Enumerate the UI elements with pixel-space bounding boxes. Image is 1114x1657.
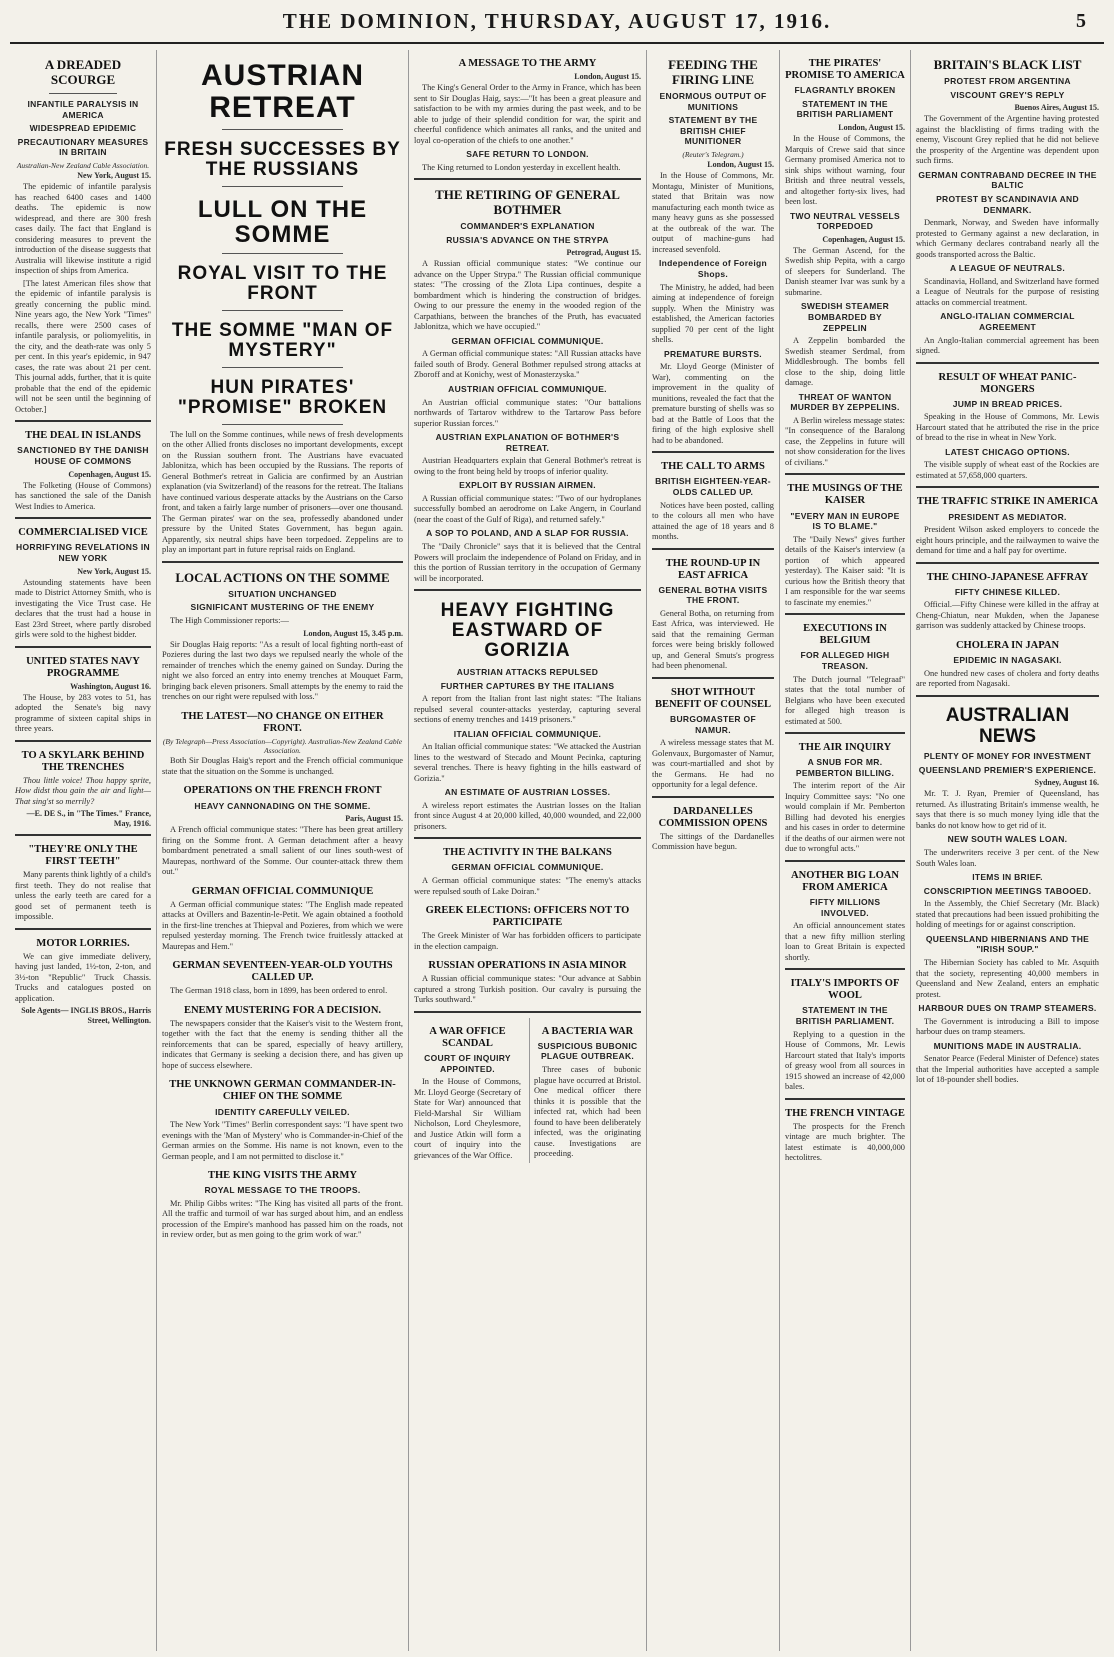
divider — [785, 473, 905, 475]
headline: SHOT WITHOUT BENEFIT OF COUNSEL — [654, 686, 772, 710]
article-body: The Hibernian Society has cabled to Mr. Asquith that the society, representing 40,000 members in Queensland and New Zealand, enters an emphatic protest. — [916, 958, 1099, 999]
subheadline: AUSTRIAN ATTACKS REPULSED — [456, 666, 599, 677]
subheadline: TWO NEUTRAL VESSELS TORPEDOED — [790, 210, 900, 232]
headline: A MESSAGE TO THE ARMY — [458, 58, 597, 69]
subheadline: ITEMS IN BRIEF. — [972, 872, 1043, 883]
subheadline: FURTHER CAPTURES BY THE ITALIANS — [440, 680, 615, 691]
main-headline: AUSTRIAN RETREAT — [201, 59, 364, 124]
divider — [652, 548, 774, 550]
headline: ENEMY MUSTERING FOR A DECISION. — [183, 1004, 382, 1016]
article-body: In the House of Commons, the Marquis of Crewe said that since Germany promised America not to sink ships without warning, four British and three neutral vessels, and altogether forty-six lives, had been lost. — [785, 134, 905, 206]
article-body: The prospects for the French vintage are much brighter. The latest estimate is 40,000,000 hectolitres. — [785, 1121, 905, 1163]
article-body: The sittings of the Dardanelles Commission have begun. — [652, 831, 774, 852]
article-body: A report from the Italian front last night states: "The Italians repulsed several counter-attacks yesterday, capturing several sections of enemy trenches and 1419 prisoners." — [414, 694, 641, 725]
divider — [414, 1011, 641, 1013]
masthead-title: THE DOMINION, THURSDAY, AUGUST 17, 1916. — [282, 8, 832, 33]
subheadline: GERMAN OFFICIAL COMMUNIQUE. — [451, 862, 604, 873]
divider — [222, 253, 343, 254]
divider — [222, 367, 343, 368]
agency-line: (By Telegraph—Press Association—Copyright). Australian-New Zealand Cable Association. — [162, 736, 403, 756]
divider — [15, 517, 151, 519]
dateline: London, August 15. — [838, 123, 905, 132]
article-body: Mr. Lloyd George (Minister of War), commenting on the improvement in the quality of munitions, revealed the fact that the premature bursting of shells was so bad at the Battle of Loos that the firing of the high explosive shell had to be abandoned. — [652, 362, 774, 445]
subheadline: THREAT OF WANTON MURDER BY ZEPPELINS. — [790, 391, 900, 413]
subheadline: STATEMENT BY THE BRITISH CHIEF MUNITIONER — [668, 115, 758, 147]
subheadline: PROTEST BY SCANDINAVIA AND DENMARK. — [936, 193, 1079, 215]
article-body: Senator Pearce (Federal Minister of Defence) states that the Imperial authorities have accepted a sample lot of 18-pounder shell bodies. — [916, 1054, 1099, 1085]
divider — [222, 424, 343, 425]
subheadline: HEAVY CANNONADING ON THE SOMME. — [194, 800, 371, 811]
subheadline: FOR ALLEGED HIGH TREASON. — [800, 650, 890, 671]
subheadline: EPIDEMIC IN NAGASAKI. — [953, 654, 1062, 665]
divider — [785, 732, 905, 734]
article-body: The House, by 283 votes to 51, has adopted the Senate's big navy programme of sixteen capital ships in three years. — [15, 692, 151, 734]
masthead — [10, 0, 1104, 44]
article-war-office — [414, 1018, 521, 1163]
dateline: New York, August 15. — [77, 171, 151, 181]
subheadline: CONSCRIPTION MEETINGS TABOOED. — [923, 885, 1092, 896]
article-body: Official.—Fifty Chinese were killed in the affray at Cheng-Chiatun, near Mukden, when the Japanese garrison was suddenly attacked by Chinese troops. — [916, 600, 1099, 631]
article-body: A wireless message states that M. Golenvaux, Burgomaster of Namur, was court-martialled and shot by the Germans. He had no opportunity for a legal defence. — [652, 738, 774, 790]
divider — [162, 561, 403, 563]
headline: THE DEAL IN ISLANDS — [25, 430, 141, 442]
advert-headline: MOTOR LORRIES. — [36, 937, 130, 949]
column-4 — [646, 50, 779, 1651]
headline: THE PIRATES' PROMISE TO AMERICA — [785, 58, 905, 82]
subheadline: SAFE RETURN TO LONDON. — [466, 149, 589, 160]
article-body: The King's General Order to the Army in France, which has been sent to Sir Douglas Haig, says:—"It has been a great pleasure and satisfaction to be with my armies during the past week, and to be able to judge of their splendid condition for war, the spirit and cheerful confidence which animates all ranks, and the united and loyal co-operation of the chiefs to one another." — [414, 83, 641, 145]
source-line: The High Commissioner reports:— — [170, 616, 289, 626]
subheadline: ANGLO-ITALIAN COMMERCIAL AGREEMENT — [940, 311, 1075, 332]
article-body: [The latest American files show that the epidemic of infantile paralysis is greatly concerning the public mind. Nine years ago, the New York "Times" recalls, there were 2500 cases of infantile paralysis, or poliomyelitis, in the city, and the death-rate was only 5 per cent. In this year's epidemic, in 947 cases, the rate was about 21 per cent. This journal adds, further, that it is quite probable that the end of the epidemic will not be seen until the beginning of October.] — [15, 278, 151, 414]
headline: FRESH SUCCESSES BY THE RUSSIANS — [164, 139, 401, 180]
headline: THE MUSINGS OF THE KAISER — [787, 483, 903, 507]
subheadline: WIDESPREAD EPIDEMIC — [29, 123, 137, 134]
subheadline: ENORMOUS OUTPUT OF MUNITIONS — [659, 90, 767, 112]
subheadline: A SOP TO POLAND, AND A SLAP FOR RUSSIA. — [426, 528, 629, 539]
article-body: A wireless report estimates the Austrian losses on the Italian front since August 4 at 20,000 killed, 40,000 wounded, and 22,000 prisoners. — [414, 800, 641, 831]
headline: THE TRAFFIC STRIKE IN AMERICA — [916, 496, 1099, 508]
article-body: Three cases of bubonic plague have occurred at Bristol. One medical officer there thinks it is possible that the infected rat, which had been found to have been deliberately infected, was the originating cause. Investigations are proceeding. — [534, 1065, 641, 1159]
subheadline: GERMAN OFFICIAL COMMUNIQUE. — [451, 335, 604, 346]
subheadline: PRECAUTIONARY MEASURES IN BRITAIN — [17, 136, 149, 158]
headline: THE AIR INQUIRY — [798, 742, 892, 754]
article-body: The German Ascend, for the Swedish ship Pepita, with a cargo of sleepers for Sunderland. The Danish steamer Ivar was sunk by a submarine. — [785, 245, 905, 297]
article-body: Replying to a question in the House of Commons, Mr. Lewis Harcourt stated that Italy's imports of greasy wool from all sources in 1915 showed an increase of 42,000 bales. — [785, 1029, 905, 1092]
dateline: Copenhagen, August 15. — [68, 469, 151, 479]
article-body: General Botha, on returning from East Africa, was interviewed. He said that the remaining German forces were being briskly followed up, and General Smuts's progress had been phenomenal. — [652, 608, 774, 671]
divider — [785, 613, 905, 615]
headline: GREEK ELECTIONS: OFFICERS NOT TO PARTICIPATE — [425, 905, 630, 929]
article-body: Many parents think lightly of a child's first teeth. They do not realise that unless the early teeth are cared for a good set of permanent teeth is impossible. — [15, 870, 151, 922]
subheadline: QUEENSLAND PREMIER'S EXPERIENCE. — [918, 764, 1097, 775]
subheadline: ROYAL MESSAGE TO THE TROOPS. — [204, 1185, 361, 1196]
page-number: 5 — [1076, 10, 1088, 32]
column-1 — [10, 50, 156, 1651]
divider — [916, 486, 1099, 488]
dateline: Washington, August 16. — [70, 681, 151, 691]
column-5 — [779, 50, 910, 1651]
article-body: Notices have been posted, calling to the colours all men who have attained the age of 18 years and 8 months. — [652, 500, 774, 542]
article-body: The epidemic of infantile paralysis has reached 6400 cases and 1400 deaths. The epidemic is now widespread, and there are 300 fresh cases daily. The fact that England is considering measures to prevent the introduction of the disease suggests that Australia will likewise institute a rigid inspection of ships from America. — [15, 182, 151, 276]
subheadline: AN ESTIMATE OF AUSTRIAN LOSSES. — [444, 787, 611, 798]
subheadline: EXPLOIT BY RUSSIAN AIRMEN. — [459, 480, 596, 491]
article-body: The German 1918 class, born in 1899, has been ordered to enrol. — [170, 986, 388, 996]
article-body: Both Sir Douglas Haig's report and the French official communique state that the situation on the Somme is unchanged. — [162, 756, 403, 776]
headline: THE LATEST—NO CHANGE ON EITHER FRONT. — [181, 710, 384, 734]
divider — [15, 420, 151, 422]
article-body: Astounding statements have been made to District Attorney Smith, who is investigating the Vice Trust case. He declares that the trust had a house in East 23rd Street, where partly disrobed girls were sold to the highest bidder. — [15, 577, 151, 639]
subheadline: BRITISH EIGHTEEN-YEAR-OLDS CALLED UP. — [655, 476, 771, 497]
headline: UNITED STATES NAVY PROGRAMME — [26, 655, 140, 679]
headline: THE SOMME "MAN OF MYSTERY" — [171, 320, 394, 362]
headline: THE KING VISITS THE ARMY — [208, 1170, 357, 1182]
columns — [10, 50, 1104, 1651]
article-body: In the Assembly, the Chief Secretary (Mr. Black) stated that precautions had been issued prohibiting the holding of meetings for or against conscription. — [916, 899, 1099, 930]
subheadline: A SNUB FOR MR. PEMBERTON BILLING. — [795, 757, 895, 778]
headline: TO A SKYLARK BEHIND THE TRENCHES — [21, 749, 145, 773]
dateline: Sydney, August 16. — [1034, 778, 1099, 788]
dateline: Buenos Aires, August 15. — [1014, 103, 1099, 113]
subheadline: RUSSIA'S ADVANCE ON THE STRYPA — [446, 234, 609, 245]
divider — [222, 310, 343, 311]
divider — [414, 837, 641, 839]
divider — [785, 860, 905, 862]
article-body: The Folketing (House of Commons) has sanctioned the sale of the Danish West Indies to America. — [15, 480, 151, 511]
article-body: The "Daily Chronicle" says that it is believed that the Central Powers will proclaim the independence of Poland on Friday, and in this the portion of Russian territory in the occupation of Germany will be incorporated. — [414, 542, 641, 583]
subheadline: SITUATION UNCHANGED — [228, 588, 337, 599]
article-body: Mr. T. J. Ryan, Premier of Queensland, has returned. As illustrating Britain's immense wealth, he says that there is so much money lying idle that the banks do not know how to get rid of it. — [916, 789, 1099, 830]
article-body: The visible supply of wheat east of the Rockies are estimated at 57,658,000 quarters. — [916, 460, 1099, 480]
subheadline: SIGNIFICANT MUSTERING OF THE ENEMY — [190, 602, 375, 613]
divider — [222, 129, 343, 130]
article-bacteria — [529, 1018, 641, 1163]
headline: ROYAL VISIT TO THE FRONT — [177, 263, 388, 305]
headline: OPERATIONS ON THE FRENCH FRONT — [183, 785, 382, 797]
poem: Thou little voice! Thou happy sprite, How didst thou gain the air and light— That sing'st so merrily? — [15, 775, 151, 806]
headline: DARDANELLES COMMISSION OPENS — [658, 805, 768, 829]
article-body: The underwriters receive 3 per cent. of the New South Wales loan. — [916, 848, 1099, 868]
article-body: The "Daily News" gives further details of the Kaiser's interview (a portion of which appeared yesterday). The Kaiser said: "It is curious how the British theory that I am responsible for the war seems to fascinate my enemies." — [785, 534, 905, 607]
subheadline: BURGOMASTER OF NAMUR. — [670, 714, 756, 735]
article-body: A Berlin wireless message states: "In consequence of the Baralong case, the Zeppelins in future will not show consideration for the lives of civilians." — [785, 415, 905, 467]
divider — [15, 834, 151, 836]
subheadline: COMMANDER'S EXPLANATION — [460, 221, 595, 232]
subheadline: JUMP IN BREAD PRICES. — [952, 398, 1063, 409]
headline: THE UNKNOWN GERMAN COMMANDER-IN-CHIEF ON THE SOMME — [169, 1079, 396, 1103]
headline: THE ACTIVITY IN THE BALKANS — [443, 847, 612, 859]
article-body: The Government of the Argentine having protested against the blacklisting of firms trading with the enemy, Viscount Grey replied that he did not believe the prosperity of the Argentine was dependent upon such firms. — [916, 114, 1099, 166]
article-body: An Austrian official communique states: "Our battalions northwards of Tartarov withdrew to the Tartarow Pass before superior Russian forces." — [414, 397, 641, 428]
headline: THE FRENCH VINTAGE — [785, 1107, 905, 1119]
subheadline: IDENTITY CAREFULLY VEILED. — [215, 1106, 350, 1117]
headline: LULL ON THE SOMME — [197, 195, 368, 249]
article-body: Mr. Philip Gibbs writes: "The King has visited all parts of the front. All the traffic and turmoil of war has surged about him, and an endless procession of the Empire's manhood has passed him on the roads, not in review order, but as men going to the grim work of war." — [162, 1198, 403, 1240]
headline: RUSSIAN OPERATIONS IN ASIA MINOR — [428, 960, 627, 972]
article-body: The Government is introducing a Bill to impose harbour dues on tramp steamers. — [916, 1016, 1099, 1037]
summary-body: The lull on the Somme continues, while news of fresh developments on the other Allied fronts discloses no important developments, except on the Russian southern front. The Austrians have evacuated Jablonitza, which has been occupied by the Russians. The reports of General Bothmer's retreat in Galicia are confirmed by an Austrian explanation (via Switzerland) of the reasons for the retreat. The Italians have continued various desperate attacks by the Austrians on the Carso front, and taken a fairly large number of prisoners—over one thousand. The German pirates' war on the sea, professedly abandoned under pressure by the United States Government, has begun again. Apparently, six neutral ships have been torpedoed. Zeppelins are to play an important part in future reprisal raids on England. — [162, 429, 403, 555]
article-body: An Italian official communique states: "We attacked the Austrian lines to the westward of Stecado and Mount Pecinka, capturing several trenches. There is heavy fighting in the hills eastward of Gorizia." — [414, 742, 641, 783]
divider — [916, 695, 1099, 697]
headline: GERMAN OFFICIAL COMMUNIQUE — [191, 885, 374, 897]
article-body: An official announcement states that a new fifty million sterling loan to Great Britain is expected shortly. — [785, 921, 905, 962]
dateline: London, August 15. — [574, 72, 641, 82]
dateline: London, August 15, 3.45 p.m. — [303, 628, 403, 638]
subheadline: ITALIAN OFFICIAL COMMUNIQUE. — [453, 728, 602, 739]
article-body: Austrian Headquarters explain that General Bothmer's retreat is owing to the front being held by troops of inferior quality. — [414, 456, 641, 476]
divider — [15, 740, 151, 742]
headline: EXECUTIONS IN BELGIUM — [803, 623, 887, 647]
subheadline: FLAGRANTLY BROKEN — [794, 85, 896, 96]
subheadline: FIFTY CHINESE KILLED. — [954, 586, 1061, 597]
subheadline: MUNITIONS MADE IN AUSTRALIA. — [933, 1040, 1082, 1051]
subheadline: VISCOUNT GREY'S REPLY — [950, 89, 1065, 100]
subheadline: QUEENSLAND HIBERNIANS AND THE "IRISH SOUP." — [925, 933, 1090, 955]
article-body: President Wilson asked employers to concede the eight hours principle, and the railwaymen to waive the demand for time and a half pay for overtime. — [916, 525, 1099, 556]
headline: THE CHINO-JAPANESE AFFRAY — [926, 571, 1089, 583]
divider — [785, 1098, 905, 1100]
headline: THE RETIRING OF GENERAL BOTHMER — [435, 187, 620, 218]
dateline: London, August 15. — [707, 160, 774, 170]
split-articles — [414, 1018, 641, 1163]
article-body: In the House of Commons, Mr. Montagu, Minister of Munitions, stated that Britain was now manufacturing each month twice as many heavy guns as she possessed at the outbreak of the war. The output of machine-guns had increased sevenfold. — [652, 171, 774, 254]
advert-body: We can give immediate delivery, having just landed, 1½-ton, 2-ton, and 3½-ton "Republic" Truck Chassis. Trucks and catalogues posted on application. — [15, 951, 151, 1003]
article-body: Denmark, Norway, and Sweden have informally protested to Germany against a new declaration, in which Germany declares contraband nearly all the goods transported across the Baltic. — [916, 218, 1099, 259]
divider — [414, 178, 641, 180]
subheadline: GENERAL BOTHA VISITS THE FRONT. — [658, 584, 768, 606]
subheadline: HORRIFYING REVELATIONS IN NEW YORK — [16, 542, 150, 563]
article-body: The Greek Minister of War has forbidden officers to participate in the election campaign. — [414, 931, 641, 951]
divider — [49, 93, 117, 94]
headline: GERMAN SEVENTEEN-YEAR-OLD YOUTHS CALLED UP. — [172, 960, 393, 984]
dateline: Copenhagen, August 15. — [822, 234, 905, 244]
article-body: A German official communique states: "The enemy's attacks were repulsed south of Lake Doiran." — [414, 876, 641, 896]
dateline: New York, August 15. — [77, 566, 151, 576]
article-body: The Ministry, he added, had been aiming at independence of foreign supply. When the Ministry was established, the American factories supplied 70 per cent of the light shells. — [652, 282, 774, 345]
article-body: One hundred new cases of cholera and forty deaths are reported from Nagasaki. — [916, 668, 1099, 688]
article-body: Speaking in the House of Commons, Mr. Lewis Harcourt stated that he attributed the rise in the price of bread to the rise in wheat in New York. — [916, 412, 1099, 443]
article-body: The newspapers consider that the Kaiser's visit to the Western front, together with the fact that the enemy is sending thither all the reinforcements that can be spared, especially of heavy artillery, indicates that Germany is seeking a decision there, and has given up hope of success elsewhere. — [162, 1018, 403, 1070]
headline: THE ROUND-UP IN EAST AFRICA — [665, 557, 761, 581]
headline: ITALY'S IMPORTS OF WOOL — [790, 978, 900, 1002]
article-body: A Russian official communique states: "Our advance at Sabbin captured a strong Turkish position. Our cavalry is pursuing the Turks southward." — [414, 974, 641, 1005]
article-body: Scandinavia, Holland, and Switzerland have formed a League of Neutrals for the purpose of resisting attacks on commercial treatment. — [916, 276, 1099, 307]
subheadline: INFANTILE PARALYSIS IN AMERICA — [27, 98, 139, 120]
attribution: —E. DE S., in "The Times." France, May, 1916. — [26, 809, 151, 829]
divider — [15, 646, 151, 648]
article-body: A Russian official communique states: "We continue our advance on the Upper Strypa." The Russian official communique states: "The crossing of the Zlota Lipa continues, despite a bombardment which is hindering the construction of bridges. Owing to our pressure the enemy in the wooded region of the Carpathians, between the branches of the Pruth, has evacuated Jablonitza, which we have occupied." — [414, 259, 641, 332]
column-2 — [156, 50, 408, 1651]
headline: CHOLERA IN JAPAN — [955, 639, 1060, 651]
headline: RESULT OF WHEAT PANIC-MONGERS — [938, 371, 1077, 395]
divider — [15, 928, 151, 930]
subheadline: GERMAN CONTRABAND DECREE IN THE BALTIC — [918, 169, 1097, 191]
divider — [652, 796, 774, 798]
column-3 — [408, 50, 646, 1651]
article-body: Sir Douglas Haig reports: "As a result of local fighting north-east of Pozieres during the last two days we repulsed nearly the whole of the remainder of trenches which the enemy gained on Sunday. During the night we also forced an entry into enemy trenches at Mouquet Farm, bringing back eleven prisoners. Small attempts by the enemy to raid the trenches on our right were repulsed with loss." — [162, 639, 403, 702]
headline: HEAVY FIGHTING EASTWARD OF GORIZIA — [440, 600, 615, 661]
article-body: A German official communique states: "All Russian attacks have failed south of Brody. General Bothmer repulsed strong attacks at Zboroff and at Konichy, west of Monasterzyska." — [414, 349, 641, 380]
subheadline: LATEST CHICAGO OPTIONS. — [945, 446, 1070, 457]
headline: FEEDING THE FIRING LINE — [668, 57, 758, 87]
dateline: Petrograd, August 15. — [566, 248, 641, 258]
subheadline: Independence of Foreign Shops. — [659, 258, 767, 279]
headline: BRITAIN'S BLACK LIST — [933, 57, 1082, 72]
divider — [652, 677, 774, 679]
headline: THE CALL TO ARMS — [661, 461, 765, 473]
subheadline: FIFTY MILLIONS INVOLVED. — [809, 897, 881, 918]
dateline: Paris, August 15. — [345, 814, 403, 824]
subheadline: PROTEST FROM ARGENTINA — [944, 75, 1071, 86]
section-headline: AUSTRALIAN NEWS — [945, 704, 1070, 748]
headline: COMMERCIALISED VICE — [18, 527, 148, 539]
headline: LOCAL ACTIONS ON THE SOMME — [175, 569, 390, 585]
article-body: The King returned to London yesterday in excellent health. — [422, 162, 621, 172]
article-body: A Russian official communique states: "Two of our hydroplanes successfully bombed an aerodrome on Lake Angern, in Courland (near the coast of the Gulf of Riga), and returned safely." — [414, 493, 641, 524]
subheadline: PLENTY OF MONEY FOR INVESTMENT — [923, 751, 1092, 762]
subheadline: HARBOUR DUES ON TRAMP STEAMERS. — [918, 1003, 1097, 1014]
article-body: The Dutch journal "Telegraaf" states that the total number of Belgians who have been executed for alleged high treason is estimated at 500. — [785, 674, 905, 726]
divider — [916, 562, 1099, 564]
subheadline: AUSTRIAN EXPLANATION OF BOTHMER'S RETREAT. — [435, 432, 620, 453]
divider — [785, 968, 905, 970]
subheadline: AUSTRIAN OFFICIAL COMMUNIQUE. — [448, 383, 607, 394]
agency-line: (Reuter's Telegram.) — [682, 150, 744, 159]
column-6 — [910, 50, 1104, 1651]
divider — [222, 186, 343, 187]
subheadline: PRESIDENT AS MEDIATOR. — [948, 511, 1067, 522]
divider — [652, 451, 774, 453]
subheadline: "EVERY MAN IN EUROPE IS TO BLAME." — [790, 510, 900, 532]
subheadline: A LEAGUE OF NEUTRALS. — [949, 263, 1066, 274]
subheadline: PREMATURE BURSTS. — [664, 348, 762, 359]
article-body: A German official communique states: "The English made repeated attacks at Ovillers and Bazentin-le-Petit. We again obtained a foothold in the first-line trenches at Thiepval and Pozieres, from which we were repulsed yesterday morning. The French twice fruitlessly attacked at Maurepas and Hem." — [162, 899, 403, 951]
subheadline: COURT OF INQUIRY APPOINTED. — [424, 1052, 511, 1074]
subheadline: SANCTIONED BY THE DANISH HOUSE OF COMMONS — [17, 445, 149, 467]
article-body: A Zeppelin bombarded the Swedish steamer Serdmal, from Middlesbrough. The bombs fell close to the ship, doing little damage. — [785, 336, 905, 388]
subheadline: SUSPICIOUS BUBONIC PLAGUE OUTBREAK. — [537, 1040, 638, 1062]
divider — [916, 362, 1099, 364]
article-body: In the House of Commons, Mr. Lloyd George (Secretary of State for War) announced that Field-Marshal Sir William Nicholson, Lord Cheylesmore, and Justice Atkin will form a court of inquiry into the grievances of the War Office. — [414, 1077, 521, 1160]
divider — [414, 589, 641, 591]
advert-signature: Sole Agents— INGLIS BROS., Harris Street, Wellington. — [21, 1006, 151, 1026]
headline: "THEY'RE ONLY THE FIRST TEETH" — [28, 844, 138, 868]
subheadline: NEW SOUTH WALES LOAN. — [947, 834, 1068, 845]
headline: A DREADED SCOURGE — [44, 57, 122, 87]
article-body: The New York "Times" Berlin correspondent says: "I have spent two evenings with the 'Man of Mystery' who is Commander-in-Chief of the German armies on the Somme. His name is not known, even to the German people, and I am not permitted to disclose it." — [162, 1120, 403, 1161]
subheadline: STATEMENT IN THE BRITISH PARLIAMENT. — [795, 1005, 895, 1027]
article-body: A French official communique states: "There has been great artillery firing on the Somme front. A German detachment after a heavy bombardment penetrated a small salient of our lines south-west of Maurepas, northward of the Somme. Our counter-attack threw them out." — [162, 825, 403, 877]
article-body: An Anglo-Italian commercial agreement has been signed. — [916, 335, 1099, 356]
headline: ANOTHER BIG LOAN FROM AMERICA — [791, 869, 899, 893]
subheadline: SWEDISH STEAMER BOMBARDED BY ZEPPELIN — [800, 301, 890, 333]
subheadline: STATEMENT IN THE BRITISH PARLIAMENT — [796, 98, 894, 120]
agency-line: Australian-New Zealand Cable Association. — [16, 161, 150, 170]
headline: A BACTERIA WAR — [541, 1025, 634, 1037]
headline: A WAR OFFICE SCANDAL — [429, 1025, 506, 1049]
article-body: The interim report of the Air Inquiry Committee says: "No one would complain if Mr. Pemberton Billing had devoted his energies and his cases in order to determine if the deaths of our airmen were not due to wrongful acts." — [785, 781, 905, 854]
headline: HUN PIRATES' "PROMISE" BROKEN — [177, 377, 388, 418]
